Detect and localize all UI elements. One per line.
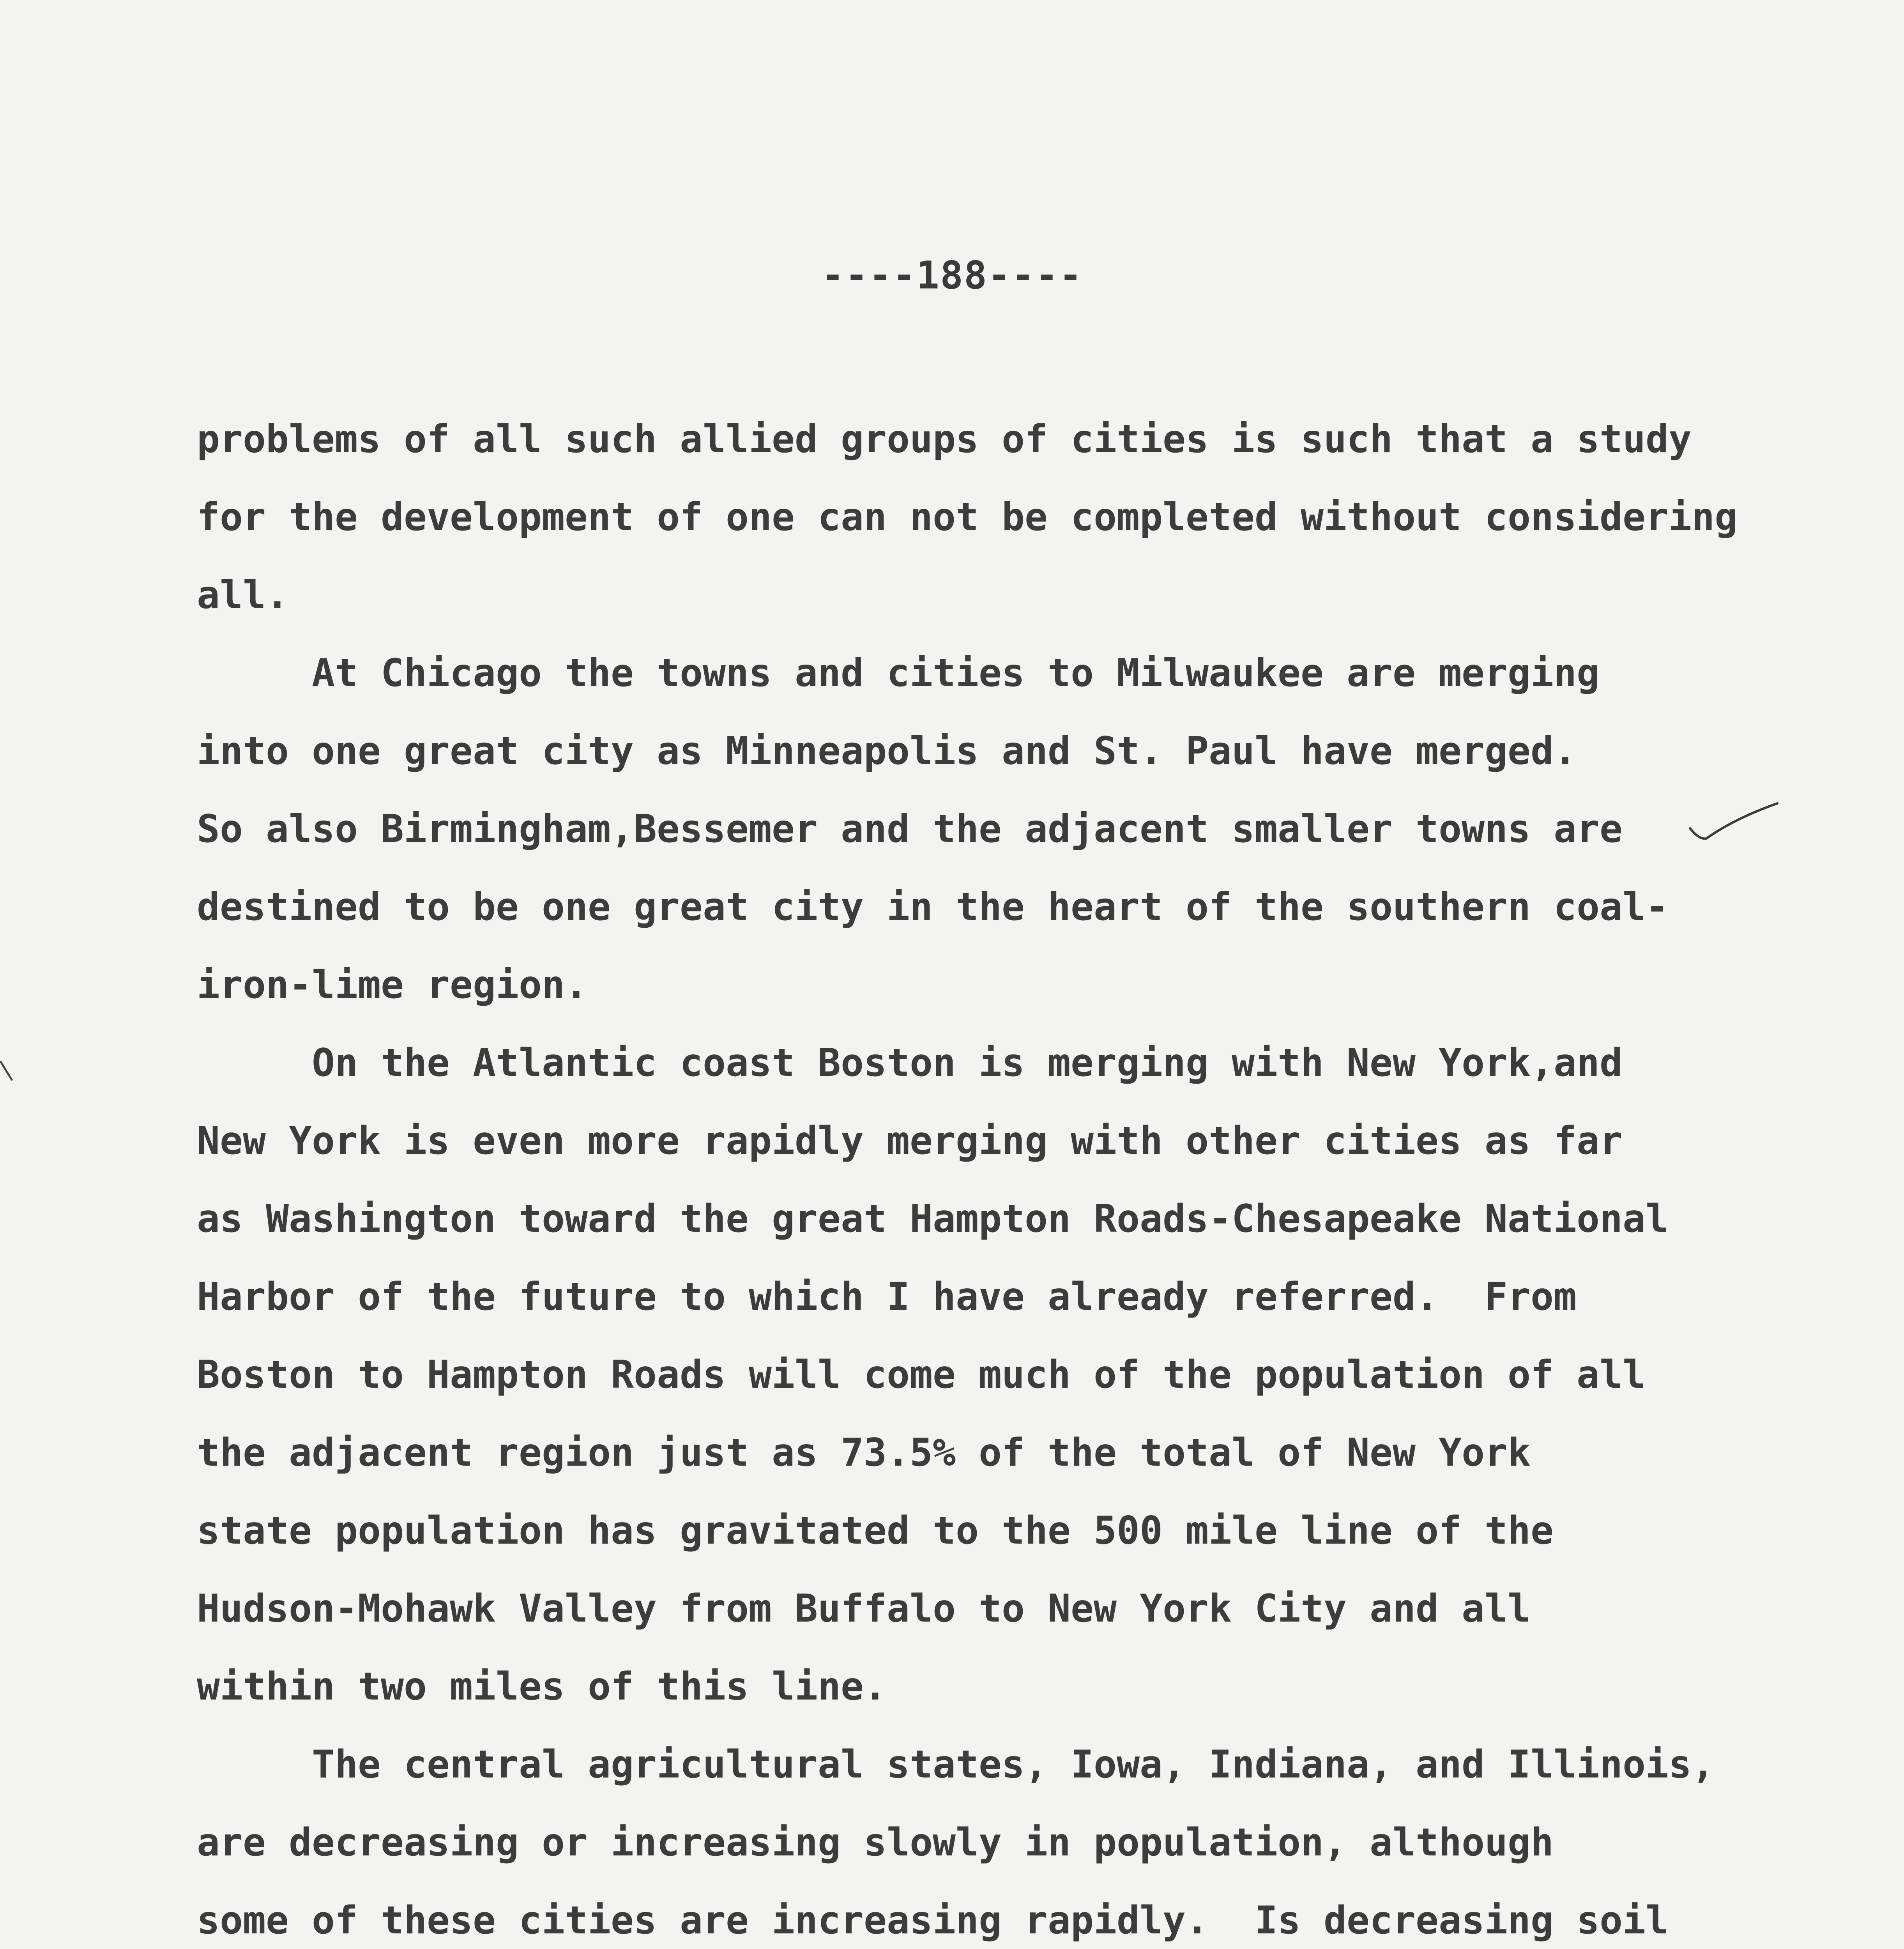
text-line-20: some of these cities are increasing rapidly. Is decreasing soil — [197, 1898, 1669, 1943]
text-line-2: for the development of one can not be completed without considering — [197, 495, 1738, 539]
text-line-14: the adjacent region just as 73.5% of the total of New York — [197, 1431, 1531, 1475]
text-line-10: New York is even more rapidly merging with other cities as far — [197, 1119, 1623, 1163]
text-line-4: At Chicago the towns and cities to Milwaukee are merging — [197, 651, 1600, 695]
text-line-9: On the Atlantic coast Boston is merging with New York,and — [197, 1041, 1623, 1085]
text-line-17: within two miles of this line. — [197, 1664, 887, 1709]
text-line-12: Harbor of the future to which I have already referred. From — [197, 1275, 1577, 1319]
text-line-16: Hudson-Mohawk Valley from Buffalo to New York City and all — [197, 1586, 1531, 1631]
text-line-15: state population has gravitated to the 500 mile line of the — [197, 1509, 1554, 1553]
text-line-1: problems of all such allied groups of cities is such that a study — [197, 417, 1692, 462]
text-line-6: So also Birmingham,Bessemer and the adjacent smaller towns are — [197, 807, 1623, 851]
text-line-19: are decreasing or increasing slowly in population, although — [197, 1820, 1554, 1865]
page-number: ----188---- — [821, 253, 1083, 298]
typed-body — [197, 0, 1775, 1943]
text-line-13: Boston to Hampton Roads will come much of the population of all — [197, 1353, 1646, 1397]
text-line-11: as Washington toward the great Hampton Roads-Chesapeake National — [197, 1197, 1669, 1241]
text-line-8: iron-lime region. — [197, 963, 588, 1007]
text-line-5: into one great city as Minneapolis and St. Paul have merged. — [197, 729, 1577, 773]
text-line-3: all. — [197, 573, 289, 617]
pencil-check-mark — [1688, 801, 1781, 844]
margin-mark — [0, 1060, 16, 1084]
text-line-18: The central agricultural states, Iowa, Indiana, and Illinois, — [197, 1742, 1715, 1787]
text-line-7: destined to be one great city in the heart of the southern coal- — [197, 885, 1669, 929]
